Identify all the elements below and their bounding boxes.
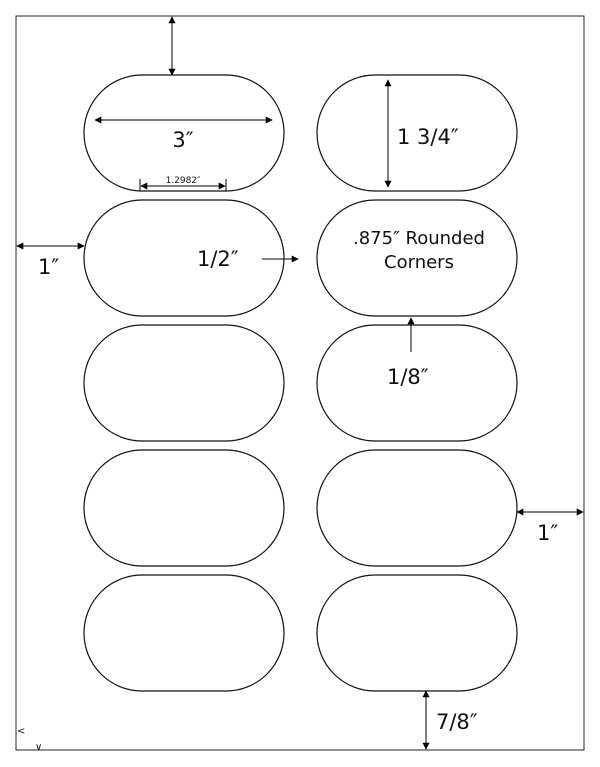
left-margin-label: 1″ [38,255,60,279]
vertical-gap-label: 1/8″ [387,365,429,389]
height-label: 1 3/4″ [397,125,459,149]
label-grid [84,75,517,691]
corner-radius-label-line1: .875″ Rounded [353,228,485,249]
corner-mark-bottom: ∨ [35,742,43,753]
corner-radius-label-line2: Corners [384,252,454,273]
label-r4-c1 [84,450,284,566]
straight-edge-label: 1.2982″ [165,176,201,186]
right-margin-label: 1″ [537,521,559,545]
bottom-margin-label: 7/8″ [436,710,478,734]
label-r4-c2 [317,450,517,566]
label-r5-c2 [317,575,517,691]
corner-mark-top: < [17,726,26,737]
label-r3-c1 [84,325,284,441]
label-r5-c1 [84,575,284,691]
width-label: 3″ [172,128,194,152]
label-r2-c1 [84,200,284,316]
horizontal-gap-label: 1/2″ [197,247,239,271]
